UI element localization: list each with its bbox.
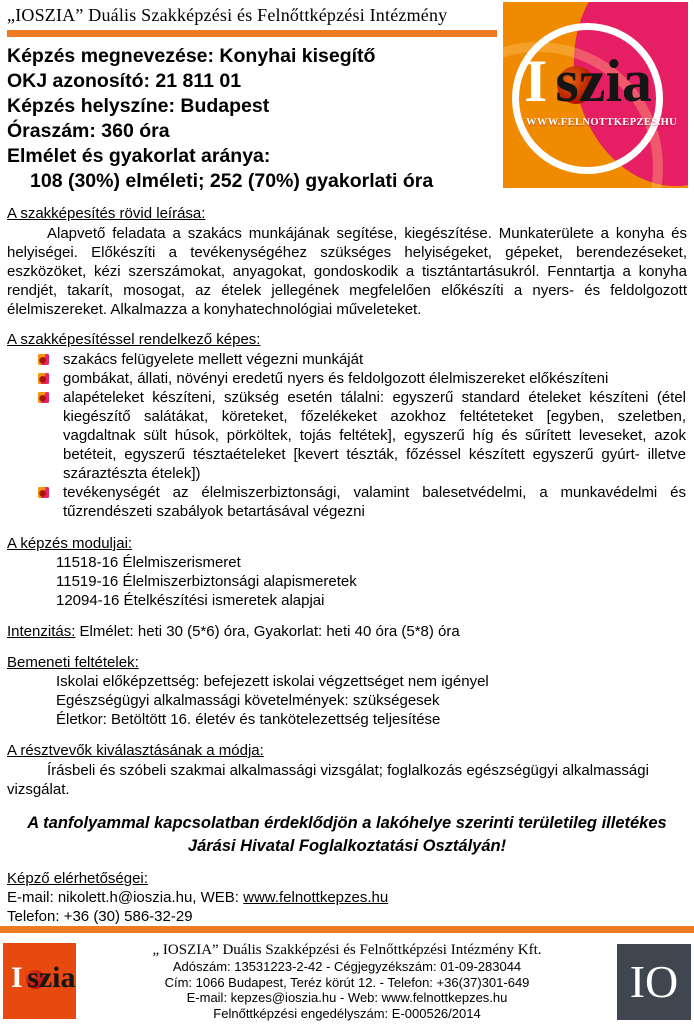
list-item	[63, 369, 686, 388]
intensity-label: Intenzitás:	[7, 623, 76, 640]
footer-email-web-line: E-mail: kepzes@ioszia.hu - Web: www.felnottkepzes.hu	[186, 990, 508, 1005]
list-item-text: tevékenységét az élelmiszerbiztonsági, valamint balesetvédelmi, a munkavédelmi és tűzrendészeti szabályok betartásával végezni	[63, 484, 686, 520]
course-name-line: Képzés megnevezése: Konyhai kisegítő	[7, 45, 376, 67]
location-line: Képzés helyszíne: Budapest	[7, 95, 270, 117]
footer-logo-wordmark	[11, 961, 76, 995]
section-selection	[7, 741, 687, 799]
contact-email-prefix: E-mail: nikolett.h@ioszia.hu, WEB:	[7, 889, 244, 906]
okj-id-line: OKJ azonosító: 21 811 01	[7, 70, 242, 92]
footer	[0, 926, 694, 1024]
logo-letters-szia: szia	[555, 48, 653, 114]
footer-io-logo: IO	[617, 944, 691, 1020]
hours-line: Óraszám: 360 óra	[7, 120, 170, 142]
ioszia-logo	[503, 2, 688, 188]
intensity-text: Elmélet: heti 30 (5*6) óra, Gyakorlat: heti 40 óra (5*8) óra	[75, 623, 460, 640]
competencies-list	[7, 350, 687, 521]
footer-license-line: Felnőttképzési engedélyszám: E-000526/2014	[213, 1005, 481, 1021]
description-heading: A szakképesítés rövid leírása:	[7, 205, 206, 222]
selection-text: Írásbeli és szóbeli szakmai alkalmassági vizsgálat; foglalkozás egészségügyi alkalmassági vizsgálat.	[7, 762, 649, 798]
selection-heading: A résztvevők kiválasztásának a módja:	[7, 742, 264, 759]
module-item: 11518-16 Élelmiszerismeret	[56, 554, 241, 571]
entry-item: Életkor: Betöltött 16. életév és tankötelezettség teljesítése	[56, 711, 441, 728]
description-paragraph: Alapvető feladata a szakács munkájának segítése, kiegészítése. Munkaterülete a konyha és helyiségei. Előkészíti a tevékenységéhez szükséges helyiségeket, gépeket, berendezéseket, eszközöket, kézi szerszámokat, anyagokat, gondoskodik a tisztántartásukról. Fenntartja a konyha rendjét, takarít, mosogat, az ételek jellegének megfelelően előkészíti a nyers- és feldolgozott élelmiszereket. Alkalmazza a konyhatechnológiai műveleteket.	[7, 225, 687, 318]
contact-phone-line: Telefon: +36 (30) 586-32-29	[7, 908, 193, 925]
logo-bullet-icon	[38, 354, 49, 365]
section-description	[7, 204, 687, 319]
intensity-line	[7, 622, 687, 641]
website-link[interactable]: www.felnottkepzes.hu	[243, 889, 389, 906]
section-modules	[7, 534, 687, 610]
course-info-block	[7, 44, 502, 194]
logo-bullet-icon	[38, 392, 49, 403]
job-office-notice: A tanfolyammal kapcsolatban érdeklődjön a lakóhelye szerinti területileg illetékes Járási Hivatal Foglalkoztatási Osztályán!	[27, 814, 667, 855]
entry-item: Iskolai előképzettség: befejezett iskolai végzettséget nem igényel	[56, 673, 489, 690]
list-item-text: alapételeket készíteni, szükség esetén tálalni: egyszerű standard ételeket készíteni (étel kiegészítő salátákat, köreteket, főzelékeket azokhoz feltéteteket [egyben, szeletben, vagdaltnak sült húsok, pörköltek, tojás feltétek], egyszerű híg és sűrített leveseket, azok betéteit, egyszerű tésztaételeket [kevert tészták, főzéssel készített egyszerű gyúrt- illetve száraztészta ételek])	[63, 389, 686, 482]
logo-letter-i: I	[524, 48, 548, 114]
ratio-label-line: Elmélet és gyakorlat aránya:	[7, 145, 271, 167]
list-item-text: szakács felügyelete mellett végezni munkáját	[63, 351, 364, 368]
section-competencies	[7, 330, 687, 521]
header-divider-bar	[7, 30, 497, 37]
module-item: 12094-16 Ételkészítési ismeretek alapjai	[56, 592, 325, 609]
section-entry-requirements	[7, 653, 687, 729]
footer-logo-letter-i: I	[11, 961, 23, 994]
modules-heading: A képzés moduljai:	[7, 535, 133, 552]
footer-logo-letters-szia: szia	[27, 961, 76, 994]
footer-divider-bar	[0, 926, 694, 933]
footer-tax-line: Adószám: 13531223-2-42 - Cégjegyzékszám: 01-09-283044	[172, 959, 522, 974]
logo-website-text: WWW.FELNOTTKEPZES.HU	[526, 117, 678, 128]
ratio-value-line: 108 (30%) elméleti; 252 (70%) gyakorlati óra	[30, 170, 434, 192]
list-item	[63, 350, 686, 369]
list-item	[63, 388, 686, 483]
list-item-text: gombákat, állati, növényi eredetű nyers és feldolgozott élelmiszereket előkészíteni	[63, 370, 609, 387]
footer-address-line: Cím: 1066 Budapest, Teréz körút 12. - Telefon: +36(37)301-649	[164, 974, 530, 990]
footer-company-info	[85, 933, 609, 1021]
page-title: „IOSZIA” Duális Szakképzési és Felnőttképzési Intézmény	[7, 5, 448, 25]
module-item: 11519-16 Élelmiszerbiztonsági alapismeretek	[56, 573, 357, 590]
logo-wordmark	[524, 50, 652, 114]
contact-heading: Képző elérhetőségei:	[7, 870, 148, 887]
entry-item: Egészségügyi alkalmassági követelmények: szükségesek	[56, 692, 440, 709]
footer-company-name: „ IOSZIA” Duális Szakképzési és Felnőttképzési Intézmény Kft.	[152, 942, 542, 958]
entry-heading: Bemeneti feltételek:	[7, 654, 139, 671]
section-contact	[7, 869, 687, 926]
footer-ioszia-logo	[3, 943, 76, 1019]
logo-bullet-icon	[38, 487, 49, 498]
contact-email-line	[7, 888, 687, 907]
list-item	[63, 483, 686, 521]
logo-bullet-icon	[38, 373, 49, 384]
competencies-heading: A szakképesítéssel rendelkező képes:	[7, 331, 261, 348]
footer-body	[0, 933, 694, 1024]
